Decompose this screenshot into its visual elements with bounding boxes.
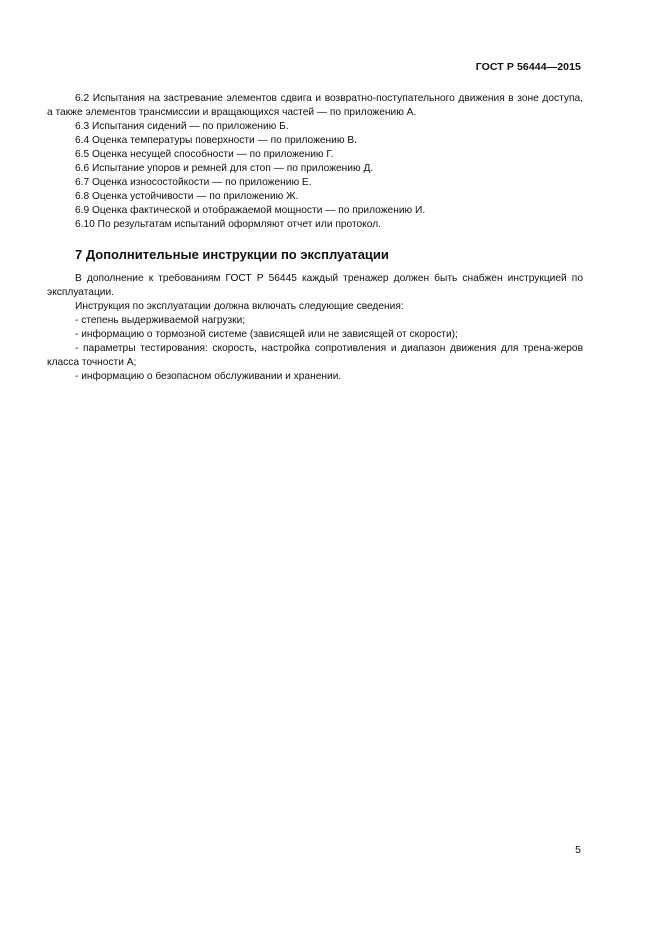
test-item-6-10: 6.10 По результатам испытаний оформляют отчет или протокол. xyxy=(75,219,381,230)
instruction-list-item: - информацию о безопасном обслуживании и хранении. xyxy=(75,371,342,382)
instruction-list-item: - информацию о тормозной системе (зависящей или не зависящей от скорости); xyxy=(75,329,458,340)
section-7-title: 7 Дополнительные инструкции по эксплуатации xyxy=(75,247,389,262)
test-item-6-3: 6.3 Испытания сидений — по приложению Б. xyxy=(75,121,289,132)
page-number: 5 xyxy=(575,844,581,856)
section-7-intro: В дополнение к требованиям ГОСТ Р 56445 каждый тренажер должен быть снабжен инструкцией по эксплуатации. xyxy=(47,273,583,298)
test-item-6-2: 6.2 Испытания на застревание элементов сдвига и возвратно-поступательного движения в зоне доступа, а также элементов трансмиссии и вращающихся частей — по приложению А. xyxy=(47,93,583,118)
test-item-6-4: 6.4 Оценка температуры поверхности — по приложению В. xyxy=(75,135,357,146)
section-7-lead: Инструкция по эксплуатации должна включать следующие сведения: xyxy=(75,301,404,312)
document-code-header: ГОСТ Р 56444—2015 xyxy=(475,61,581,73)
document-content xyxy=(47,92,583,384)
test-item-6-8: 6.8 Оценка устойчивости — по приложению Ж. xyxy=(75,191,299,202)
test-item-6-6: 6.6 Испытание упоров и ремней для стоп — по приложению Д. xyxy=(75,163,374,174)
test-item-6-7: 6.7 Оценка износостойкости — по приложению Е. xyxy=(75,177,312,188)
instruction-list-item: - степень выдерживаемой нагрузки; xyxy=(75,315,246,326)
test-item-6-5: 6.5 Оценка несущей способности — по приложению Г. xyxy=(75,149,334,160)
test-item-6-9: 6.9 Оценка фактической и отображаемой мощности — по приложению И. xyxy=(75,205,426,216)
instruction-list-item: - параметры тестирования: скорость, настройка сопротивления и диапазон движения для трена-жеров класса точности А; xyxy=(47,343,583,368)
